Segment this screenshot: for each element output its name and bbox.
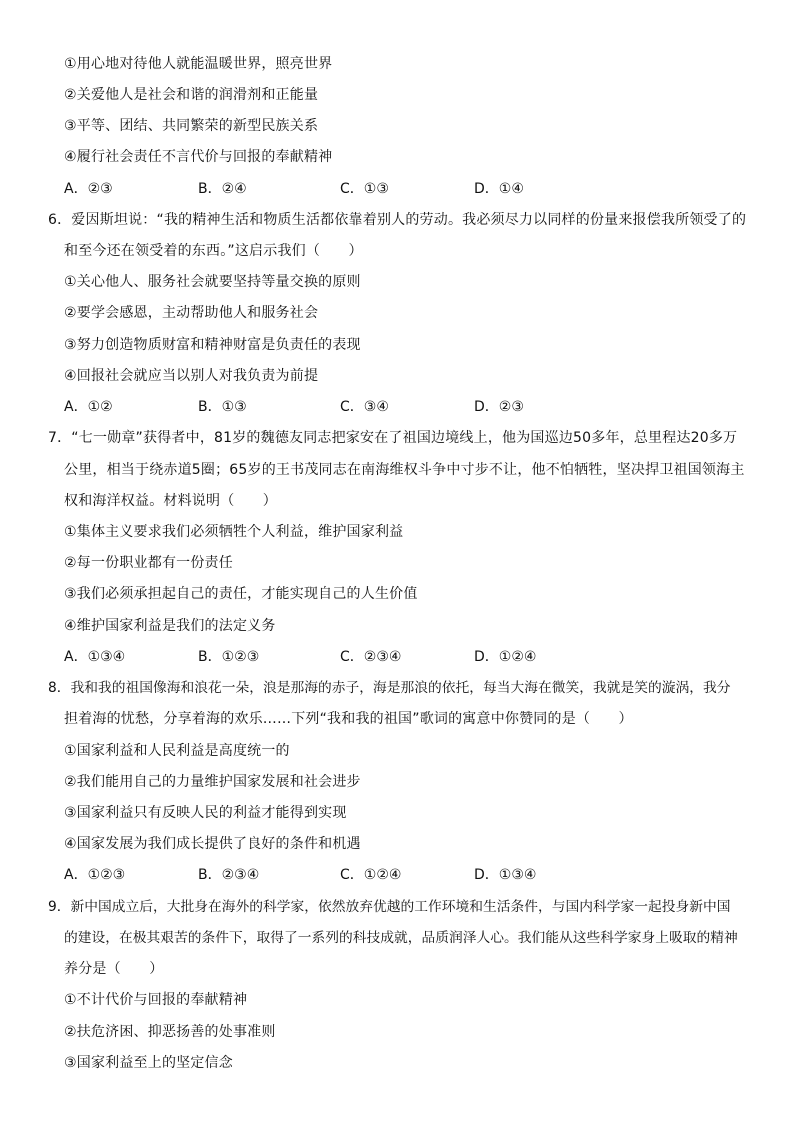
q8-option-a: A．①②③	[64, 867, 126, 883]
q8-item-1: ①国家利益和人民利益是高度统一的	[64, 743, 290, 759]
q8-item-3: ③国家利益只有反映人民的利益才能得到实现	[64, 805, 347, 821]
q9-stem-line-1: 9．新中国成立后，大批身在海外的科学家，依然放弃优越的工作环境和生活条件，与国内科学家一起投身新中国	[48, 899, 731, 915]
q8-option-b: B．②③④	[198, 867, 260, 883]
q7-stem-line-1: 7．“七一勋章”获得者中，81岁的魏德友同志把家安在了祖国边境线上，他为国巡边50多年，总里程达20多万	[48, 430, 738, 446]
q8-item-4: ④国家发展为我们成长提供了良好的条件和机遇	[64, 836, 361, 852]
q7-stem-line-3: 权和海洋权益。材料说明（ ）	[64, 493, 277, 509]
q7-item-3: ③我们必须承担起自己的责任，才能实现自己的人生价值	[64, 586, 418, 602]
q6-stem-line-1: 6．爱因斯坦说：“我的精神生活和物质生活都依靠着别人的劳动。我必须尽力以同样的份量来报偿我所领受了的	[48, 212, 747, 228]
q5-item-4: ④履行社会责任不言代价与回报的奉献精神	[64, 149, 333, 165]
q5-item-1: ①用心地对待他人就能温暖世界，照亮世界	[64, 56, 333, 72]
q9-stem-line-2: 的建设，在极其艰苦的条件下，取得了一系列的科技成就，品质润泽人心。我们能从这些科学家身上吸取的精神	[64, 930, 738, 946]
q6-option-a: A．①②	[64, 399, 113, 415]
q6-option-c: C．③④	[340, 399, 389, 415]
q6-option-d: D．②③	[474, 399, 524, 415]
q7-option-b: B．①②③	[198, 649, 260, 665]
q6-stem-line-2: 和至今还在领受着的东西。”这启示我们（ ）	[64, 243, 363, 259]
q7-option-a: A．①③④	[64, 649, 126, 665]
q9-stem-line-3: 养分是（ ）	[64, 961, 164, 977]
q9-item-3: ③国家利益至上的坚定信念	[64, 1055, 233, 1071]
q9-item-1: ①不计代价与回报的奉献精神	[64, 992, 248, 1008]
q7-item-4: ④维护国家利益是我们的法定义务	[64, 618, 276, 634]
q7-item-2: ②每一份职业都有一份责任	[64, 555, 233, 571]
q8-stem-line-2: 担着海的忧愁，分享着海的欢乐……下列“我和我的祖国”歌词的寓意中你赞同的是（ ）	[64, 711, 633, 727]
q6-item-2: ②要学会感恩，主动帮助他人和服务社会	[64, 305, 319, 321]
q5-option-b: B．②④	[198, 181, 247, 197]
q6-option-b: B．①③	[198, 399, 247, 415]
q5-option-d: D．①④	[474, 181, 524, 197]
q5-option-c: C．①③	[340, 181, 389, 197]
q8-stem-line-1: 8．我和我的祖国像海和浪花一朵，浪是那海的赤子，海是那浪的依托，每当大海在微笑，我就是笑的漩涡，我分	[48, 680, 731, 696]
q6-item-1: ①关心他人、服务社会就要坚持等量交换的原则	[64, 274, 361, 290]
q5-option-a: A．②③	[64, 181, 113, 197]
q6-item-3: ③努力创造物质财富和精神财富是负责任的表现	[64, 337, 361, 353]
q9-item-2: ②扶危济困、抑恶扬善的处事准则	[64, 1024, 276, 1040]
q7-option-c: C．②③④	[340, 649, 402, 665]
q8-item-2: ②我们能用自己的力量维护国家发展和社会进步	[64, 774, 361, 790]
q6-item-4: ④回报社会就应当以别人对我负责为前提	[64, 368, 319, 384]
q7-item-1: ①集体主义要求我们必须牺牲个人利益，维护国家利益	[64, 524, 404, 540]
q8-option-c: C．①②④	[340, 867, 402, 883]
q7-stem-line-2: 公里，相当于绕赤道5圈；65岁的王书茂同志在南海维权斗争中寸步不让，他不怕牺牲，坚决捍卫祖国领海主	[64, 462, 745, 478]
q8-option-d: D．①③④	[474, 867, 537, 883]
q5-item-3: ③平等、团结、共同繁荣的新型民族关系	[64, 118, 319, 134]
q5-item-2: ②关爱他人是社会和谐的润滑剂和正能量	[64, 87, 319, 103]
q7-option-d: D．①②④	[474, 649, 537, 665]
